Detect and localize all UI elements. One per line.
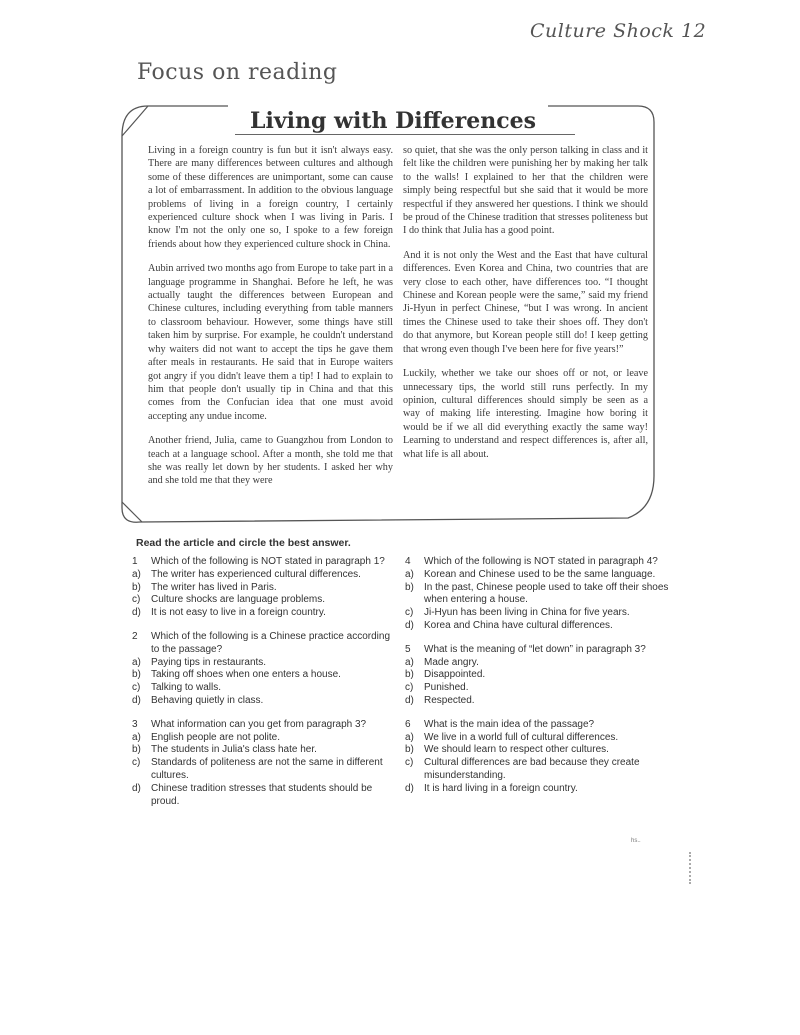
option-letter: a): [132, 568, 141, 580]
answer-option[interactable]: [132, 757, 397, 783]
option-text: Taking off shoes when one enters a house.: [151, 669, 341, 681]
option-text: Talking to walls.: [151, 682, 222, 694]
question-text: Which of the following is NOT stated in paragraph 1?: [151, 556, 385, 567]
option-letter: b): [405, 669, 414, 681]
option-text: It is hard living in a foreign country.: [424, 782, 578, 794]
question: [405, 644, 670, 708]
question: [132, 631, 397, 708]
answer-option[interactable]: [132, 695, 397, 708]
option-letter: d): [405, 619, 414, 631]
question-number: 2: [132, 630, 138, 642]
answer-option[interactable]: [405, 669, 670, 682]
option-text: Culture shocks are language problems.: [151, 594, 325, 606]
article-paragraph: Another friend, Julia, came to Guangzhou from London to teach at a language school. After a month, she told me that she was really let down by her students. I asked her why and she told me that they were: [148, 435, 393, 487]
option-text: Made angry.: [424, 656, 479, 668]
option-text: We live in a world full of cultural differences.: [424, 731, 619, 743]
option-text: We should learn to respect other cultures.: [424, 744, 609, 756]
option-letter: b): [132, 744, 141, 756]
option-letter: a): [405, 568, 414, 580]
answer-option[interactable]: [132, 682, 397, 695]
question: [132, 719, 397, 809]
title-rule: [235, 134, 575, 135]
questions-column-right: [405, 556, 670, 807]
option-text: The writer has experienced cultural differences.: [151, 568, 361, 580]
option-text: Paying tips in restaurants.: [151, 656, 267, 668]
option-text: Cultural differences are bad because they create misunderstanding.: [424, 757, 640, 781]
answer-option[interactable]: [405, 582, 670, 608]
option-letter: c): [405, 607, 414, 619]
option-letter: d): [132, 782, 141, 794]
answer-option[interactable]: [405, 732, 670, 745]
answer-option[interactable]: [405, 607, 670, 620]
option-text: The writer has lived in Paris.: [151, 581, 277, 593]
option-letter: d): [405, 694, 414, 706]
answer-option[interactable]: [405, 783, 670, 796]
question-number: 1: [132, 556, 138, 567]
option-letter: d): [132, 607, 141, 619]
option-text: In the past, Chinese people used to take off their shoes when entering a house.: [424, 581, 669, 606]
answer-option[interactable]: [405, 657, 670, 670]
question-number: 5: [405, 643, 411, 655]
answer-option[interactable]: [132, 607, 397, 620]
article-column-right: [403, 144, 648, 472]
option-text: Disappointed.: [424, 669, 486, 681]
answer-option[interactable]: [132, 783, 397, 809]
questions-column-left: [132, 556, 397, 819]
answer-option[interactable]: [132, 594, 397, 607]
frame-corner-top-left: [122, 106, 148, 136]
option-letter: b): [132, 669, 141, 681]
option-letter: c): [405, 682, 414, 694]
question: [405, 719, 670, 796]
answer-option[interactable]: [405, 744, 670, 757]
answer-option[interactable]: [405, 695, 670, 708]
question-text: What is the meaning of “let down” in paragraph 3?: [424, 643, 646, 655]
question: [405, 556, 670, 633]
question-text: What is the main idea of the passage?: [424, 718, 595, 730]
option-text: Behaving quietly in class.: [151, 694, 264, 706]
question-number: 4: [405, 556, 411, 567]
option-letter: a): [132, 731, 141, 743]
option-letter: a): [405, 656, 414, 668]
option-letter: b): [132, 581, 141, 593]
option-letter: c): [132, 757, 141, 769]
option-letter: a): [132, 656, 141, 668]
question-number: 6: [405, 718, 411, 730]
article-paragraph: Luckily, whether we take our shoes off or not, or leave unnecessary tips, the world still runs perfectly. In my opinion, cultural differences should simply be seen as a way of making life interesting. Imagine how boring it would be if we all did everything exactly the same way! Learning to understand and respect differences is, after all, what life is all about.: [403, 368, 648, 460]
option-letter: d): [405, 782, 414, 794]
answer-option[interactable]: [132, 732, 397, 745]
answer-option[interactable]: [132, 669, 397, 682]
option-letter: b): [405, 581, 414, 593]
answer-option[interactable]: [132, 569, 397, 582]
option-text: The students in Julia's class hate her.: [151, 744, 317, 756]
option-text: Punished.: [424, 682, 469, 694]
option-text: It is not easy to live in a foreign country.: [151, 607, 326, 619]
series-mark: Culture Shock 12: [530, 20, 707, 42]
option-text: English people are not polite.: [151, 731, 280, 743]
option-letter: c): [132, 682, 141, 694]
article-paragraph: so quiet, that she was the only person talking in class and it felt like the children were punishing her by making her talk to the walls! I explained to her that the children were simply being respectful but she said that it would be more respectful if they answered her questions. I think we should be proud of the Chinese tradition that stresses politeness but I do think that Julia has a good point.: [403, 145, 648, 237]
article-paragraph: Living in a foreign country is fun but it isn't always easy. There are many differences between cultures and although some of these differences are unimportant, some can cause a lot of embarrassment. In addition to the obvious language problems of living in a foreign country, I certainly experienced culture shock when I was living in Paris. I know I'm not the only one so, I spoke to a few foreign friends about how they experienced culture shock in China.: [148, 145, 393, 250]
option-letter: c): [405, 757, 414, 769]
answer-option[interactable]: [405, 682, 670, 695]
option-text: Chinese tradition stresses that students should be proud.: [151, 782, 373, 807]
answer-option[interactable]: [132, 582, 397, 595]
section-title: Focus on reading: [137, 60, 338, 85]
article-paragraph: Aubin arrived two months ago from Europe to take part in a language programme in Shanghai. Before he left, he was actually taught the differences between European and Chinese cultures, including everything from table manners to classroom behaviour. However, some things have still taken him by surprise. For example, he couldn't understand why waiters did not want to accept the tips he gave them after meals in restaurants. He said that in Europe waiters got angry if you didn't leave them a tip! I had to explain to him that people don't usually tip in China and that this comes from the Confucian idea that one must avoid accepting any undue income.: [148, 263, 393, 422]
option-text: Respected.: [424, 694, 475, 706]
option-letter: d): [132, 694, 141, 706]
article-title: Living with Differences: [250, 108, 536, 134]
article-paragraph: And it is not only the West and the East that have cultural differences. Even Korea and China, two countries that are very close to each other, have differences too. “I thought Chinese and Korean people were the same,” said my friend Ji-Hyun in perfect Chinese, “but I was wrong. In ancient times the Chinese used to take their shoes off. They don't do that anymore, but Korean people still do! I keep getting that wrong even though I've been here for five years!”: [403, 249, 648, 355]
option-letter: a): [405, 731, 414, 743]
answer-option[interactable]: [405, 620, 670, 633]
question-number: 3: [132, 718, 138, 730]
question: [132, 556, 397, 620]
question-text: Which of the following is a Chinese practice according to the passage?: [151, 630, 391, 655]
question-text: What information can you get from paragraph 3?: [151, 718, 367, 730]
option-text: Standards of politeness are not the same in different cultures.: [151, 757, 383, 781]
question-text: Which of the following is NOT stated in paragraph 4?: [424, 556, 658, 567]
exercise-instruction: Read the article and circle the best answer.: [136, 537, 351, 549]
option-text: Korea and China have cultural differences.: [424, 619, 613, 631]
option-letter: c): [132, 594, 141, 606]
answer-option[interactable]: [405, 569, 670, 582]
answer-option[interactable]: [405, 757, 670, 783]
answer-option[interactable]: [132, 744, 397, 757]
answer-option[interactable]: [132, 657, 397, 670]
option-letter: b): [405, 744, 414, 756]
option-text: Korean and Chinese used to be the same language.: [424, 568, 656, 580]
page-note: hs..: [631, 838, 641, 844]
article-column-left: [148, 144, 393, 499]
option-text: Ji-Hyun has been living in China for five years.: [424, 607, 630, 619]
margin-dots: [689, 852, 693, 884]
